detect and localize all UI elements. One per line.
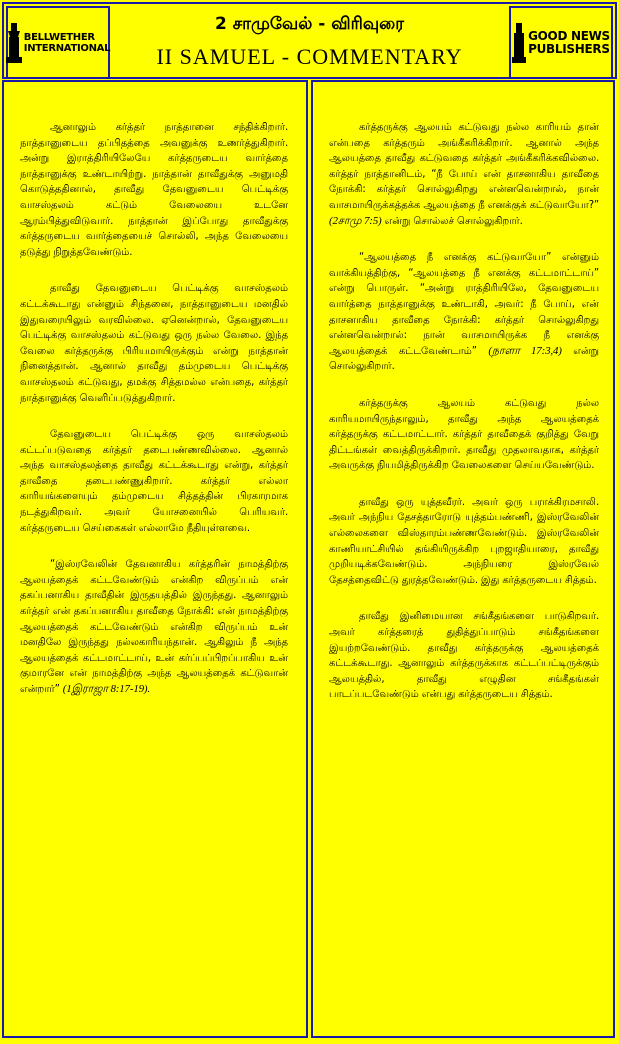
scripture-reference: (1இராஜா 8:17-19). (62, 683, 150, 695)
page-header (2, 2, 617, 79)
paragraph-text: தாவீது தேவனுடைய பெட்டிக்கு வாசஸ்தலம் கட்டக்கூடாது என்னும் சிந்தனை, நாத்தானுடைய மனதில் இதுவரையிலும் வரவில்லை. ஏனென்றால், தேவனுடைய பெட்டிக்கு வாசஸ்தலம் கட்டுவது ஒரு நல்ல வேலை. இந்த வேலை கர்த்தருக்கு பிரியமாயிருக்கும் என்று நாத்தான் நினைத்தான். ஆனால் தாவீது தம்முடைய பெட்டிக்கு வாசஸ்தலம் கட்டுவது, தமக்கு சித்தமல்ல என்பதை, கர்த்தர் நாத்தானுக்கு வெளிப்படுத்துகிறார். (20, 283, 288, 404)
paragraph (329, 250, 599, 375)
paragraph-text: ஆனாலும் கர்த்தர் நாத்தானை சந்திக்கிறார். நாத்தானுடைய தப்பிதத்தை அவனுக்கு உணர்த்துகிறார். அன்று இராத்திரியிலேயே கர்த்தருடைய வார்த்தை நாத்தானுக்கு உண்டாயிற்று. நாத்தான் தாவீதுக்கு அனுமதி கொடுத்ததினால், தாவீது தேவனுடைய பெட்டிக்கு வாசஸ்தலம் கட்டும் வேலையை உடனே ஆரம்பித்துவிடுவார். நாத்தான் இப்போது தாவீதுக்கு கர்த்தருடைய வார்த்தையைச் சொல்லி, அந்த வேலையை தடுத்து நிறுத்தவேண்டும். (20, 122, 288, 258)
tower-icon (512, 23, 526, 63)
paragraph (329, 495, 599, 589)
paragraph (329, 120, 599, 229)
paragraph (20, 281, 288, 406)
paragraph-text: தாவீது இனிமையான சங்கீதங்களை பாடுகிறவர். அவர் கர்த்தரைத் துதித்துப்பாடும் சங்கீதங்களை இயற்றவேண்டும். தாவீது கர்த்தருக்கு ஆலயத்தைக் கட்டக்கூடாது. ஆனாலும் கர்த்தருக்காக கட்டப்பட்டிருக்கும் ஆலயத்தில், தாவீது எழுதின சங்கீதங்கள் பாடப்படவேண்டும் என்பது கர்த்தருடைய சித்தம். (329, 611, 599, 701)
good-news-line1: GOOD NEWS (528, 28, 610, 43)
bellwether-line2: INTERNATIONAL (23, 42, 111, 54)
title-area (112, 8, 507, 75)
page-title-tamil: 2 சாமுவேல் - விரிவுரை (215, 14, 404, 34)
paragraph (20, 557, 288, 697)
bell-tower-icon (6, 23, 22, 63)
paragraph-tail: என்று சொல்லச் சொல்லுகிறார். (384, 215, 523, 227)
page-title-english: II SAMUEL - COMMENTARY (156, 44, 463, 69)
scripture-reference: (2சாமு 7:5) (329, 214, 382, 227)
paragraph-text: “இஸ்ரவேலின் தேவனாகிய கர்த்தரின் நாமத்திற்கு ஆலயத்தைக் கட்டவேண்டும் என்கிற விருப்பம் என் தகப்பனாகிய தாவீதின் இருதயத்தில் இருந்தது. ஆனாலும் கர்த்தர் என் தகப்பனாகிய தாவீதை நோக்கி: என் நாமத்திற்கு ஆலயத்தைக் கட்டவேண்டும் என்கிற விருப்பம் உன் மனதிலே இருந்தது நல்லகாரியந்தான். ஆகிலும் நீ அந்த ஆலயத்தைக் கட்டமாட்டாய், உன் கர்ப்பப்பிறப்பாகிய உன் குமாரனே என் நாமத்திற்கு அந்த ஆலயத்தைக் கட்டுவான் என்றார்” (20, 559, 288, 695)
paragraph (329, 609, 599, 703)
right-column (311, 80, 615, 1038)
paragraph (20, 120, 288, 260)
good-news-line2: PUBLISHERS (528, 41, 610, 56)
paragraph-text: “ஆலயத்தை நீ எனக்கு கட்டுவாயோ” என்னும் வாக்கியத்திற்கு, “ஆலயத்தை நீ எனக்கு கட்டமாட்டாய்” என்று பொருள். “அன்று ராத்திரியிலே, தேவனுடைய வார்த்தை நாத்தானுக்கு உண்டாகி, அவர்: நீ போய், என் தாசனாகிய தாவீதை நோக்கி: கர்த்தர் சொல்லுகிறது என்னவென்றால்: நான் வாசமாயிருக்க நீ எனக்கு ஆலயத்தைக் கட்டவேண்டாம்” (329, 252, 599, 357)
bellwether-line1: BELLWETHER (23, 31, 95, 43)
paragraph-text: தேவனுடைய பெட்டிக்கு ஒரு வாசஸ்தலம் கட்டப்படுவதை கர்த்தர் தடைபண்ணவில்லை. ஆனால் அந்த வாசஸ்தலத்தை தாவீது கட்டக்கூடாது என்று, கர்த்தர் தாவீதை தடைபண்ணுகிறார். கர்த்தர் எல்லா காரியங்களையும் தம்முடைய சித்தத்தின் பிரகாரமாக நடத்துகிறவர். அவர் யோசனையில் பெரியவர். கர்த்தருடைய செய்கைகள் எல்லாமே நீதியுள்ளவை. (20, 429, 288, 534)
paragraph-tail: என்று சொல்லுகிறார். (329, 345, 599, 373)
bellwether-logo (6, 6, 110, 79)
paragraph (20, 427, 288, 536)
paragraph (329, 396, 599, 474)
good-news-logo (509, 6, 613, 79)
paragraph-text: தாவீது ஒரு யுத்தவீரர். அவர் ஒரு பராக்கிரமசாலி. அவர் அந்நிய தேசத்தாரோடு யுத்தம்பண்ணி, இஸ்ரவேலின் எல்லைகளை விஸ்தாரம்பண்ணவேண்டும். இஸ்ரவேலின் காணியாட்சியில் தங்கியிருக்கிற புறஜாதியாரை, தாவீது முறியடிக்கவேண்டும். அந்நியரை இஸ்ரவேல் தேசத்தைவிட்டு துரத்தவேண்டும். இது கர்த்தருடைய சித்தம். (329, 496, 599, 586)
left-column (2, 80, 308, 1038)
paragraph-text: கர்த்தருக்கு ஆலயம் கட்டுவது நல்ல காரியம் தான் என்பதை கர்த்தரும் அங்கீகரிக்கிறார். ஆனால் அந்த ஆலயத்தை தாவீது கட்டுவதை கர்த்தர் அங்கீகரிக்கவில்லை. கர்த்தர் நாத்தானிடம், “நீ போய் என் தாசனாகிய தாவீதை நோக்கி: கர்த்தர் சொல்லுகிறது என்னவென்றால், நான் வாசமாயிருக்கத்தக்க ஆலயத்தை நீ எனக்குக் கட்டுவாயோ?” (329, 122, 599, 211)
paragraph-text: கர்த்தருக்கு ஆலயம் கட்டுவது நல்ல காரியமாயிருந்தாலும், தாவீது அந்த ஆலயத்தைக் கர்த்தருக்கு கட்டமாட்டார். கர்த்தர் தாவீதைக் குறித்து வேறு திட்டங்கள் வைத்திருக்கிறார். தாவீது முதலாவதாக, கர்த்தர் அவருக்கு நியமித்திருக்கிற வேலைகளை செய்யவேண்டும். (329, 397, 599, 472)
scripture-reference: (நாளா 17:3,4) (488, 344, 562, 357)
